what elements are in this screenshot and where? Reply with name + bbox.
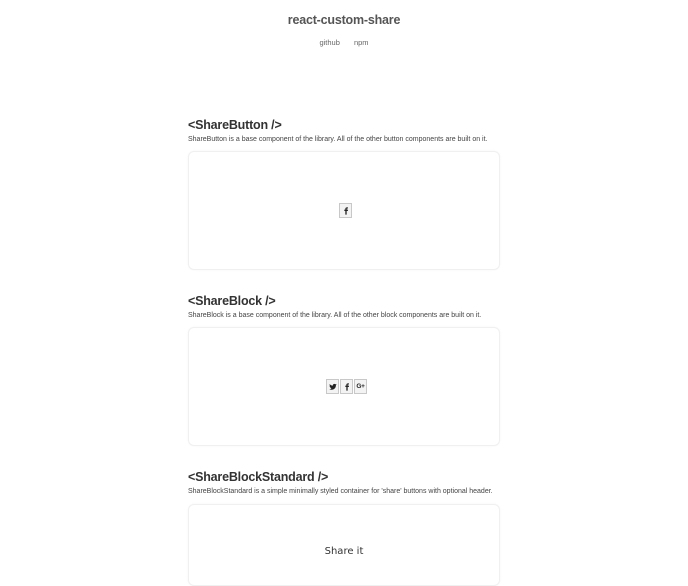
- section-description: ShareBlock is a base component of the library. All of the other block components are built on it.: [188, 312, 482, 319]
- page-title: react-custom-share: [287, 13, 401, 27]
- twitter-icon: [329, 383, 337, 391]
- section-share-block-standard: [188, 470, 500, 497]
- section-description: ShareButton is a base component of the library. All of the other button components are built on it.: [188, 136, 488, 143]
- google-plus-share-button[interactable]: [354, 379, 367, 394]
- section-title: <ShareButton />: [188, 118, 282, 132]
- facebook-share-button[interactable]: [340, 379, 353, 394]
- page-header: [0, 0, 688, 48]
- share-block-header: Share it: [324, 546, 364, 557]
- google-plus-icon: G+: [356, 383, 365, 390]
- github-link[interactable]: github: [319, 38, 340, 47]
- section-title: <ShareBlock />: [188, 294, 276, 308]
- demo-card-share-block: [188, 327, 500, 446]
- npm-link[interactable]: npm: [353, 38, 369, 47]
- section-share-block: [188, 294, 500, 321]
- section-share-button: [188, 118, 500, 145]
- facebook-icon: [343, 383, 351, 391]
- demo-card-share-button: [188, 151, 500, 270]
- facebook-share-button[interactable]: [339, 203, 352, 218]
- share-button-row: [339, 203, 352, 218]
- section-title: <ShareBlockStandard />: [188, 470, 329, 484]
- facebook-icon: [342, 207, 350, 215]
- share-block-buttons: [326, 379, 367, 394]
- section-description: ShareBlockStandard is a simple minimally styled container for 'share' buttons with optional header.: [188, 488, 493, 495]
- demo-card-share-block-standard: [188, 504, 500, 586]
- header-links: [0, 38, 688, 48]
- twitter-share-button[interactable]: [326, 379, 339, 394]
